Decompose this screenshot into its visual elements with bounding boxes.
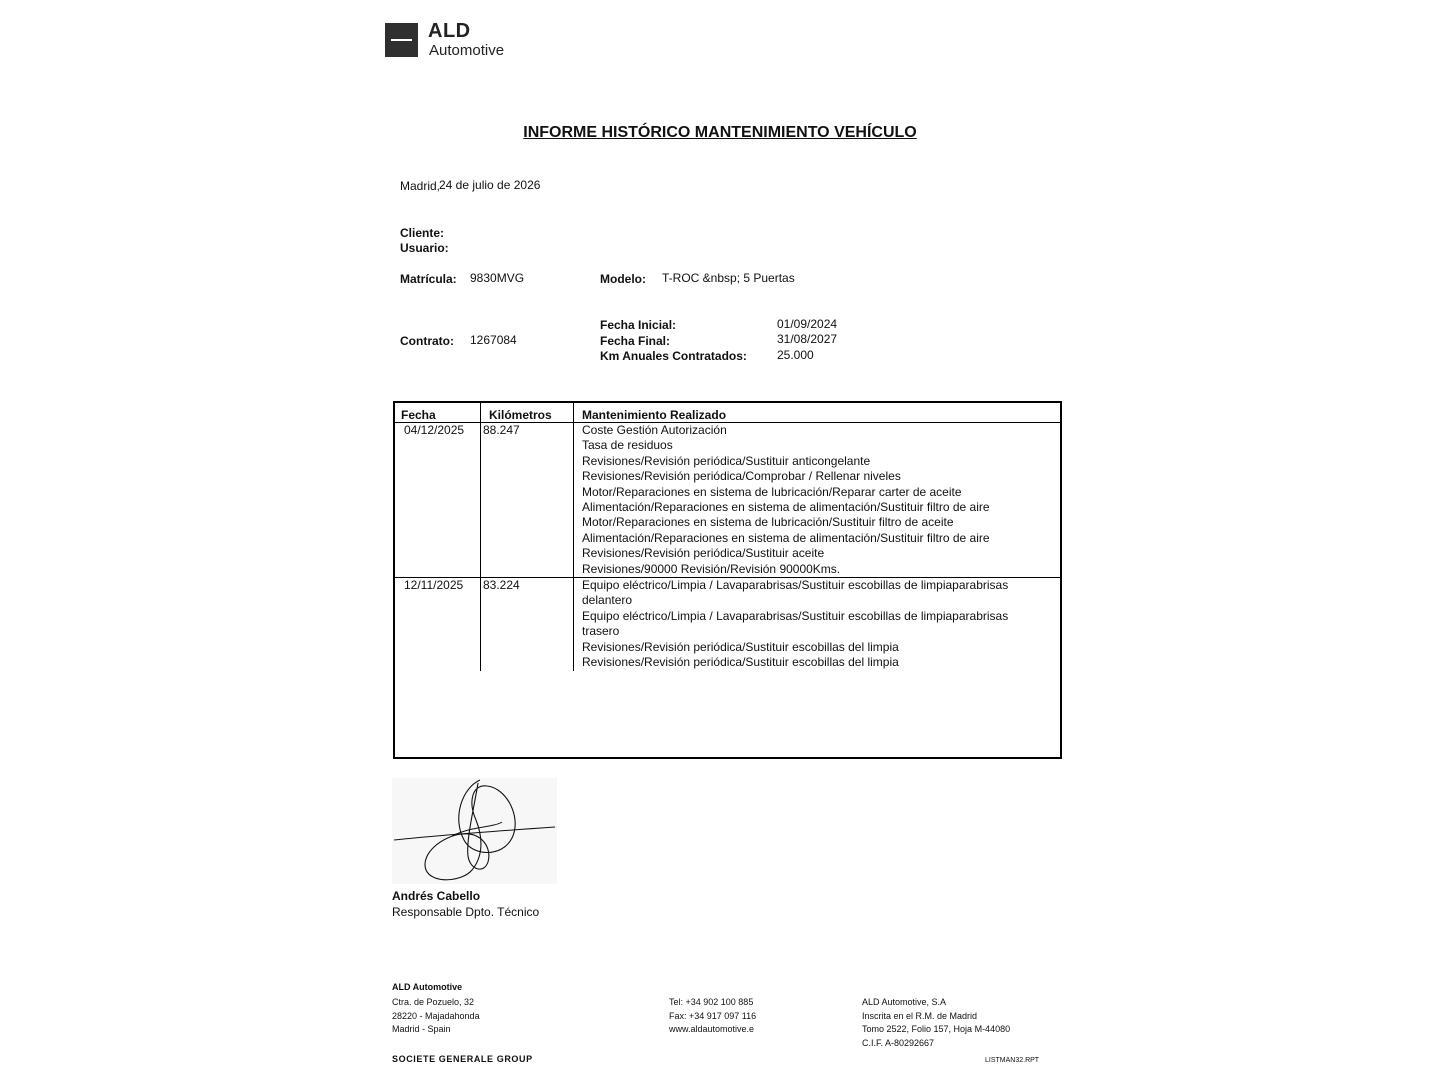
km-label: Km Anuales Contratados:: [600, 349, 747, 363]
logo-bar: [391, 39, 412, 41]
list-item: Coste Gestión Autorización: [582, 423, 727, 437]
list-item: Revisiones/Revisión periódica/Comprobar / Rellenar niveles: [582, 469, 901, 484]
fecha-final-value: 31/08/2027: [777, 332, 838, 346]
footer-ref: LISTMAN32.RPT: [985, 1057, 1040, 1064]
list-item: Motor/Reparaciones en sistema de lubricación/Sustituir filtro de aceite: [582, 515, 954, 530]
filler-cell: [394, 671, 481, 758]
fecha-inicial-value: 01/09/2024: [777, 317, 838, 331]
header-kilometros: Kilómetros: [481, 402, 574, 423]
list-item: Revisiones/Revisión periódica/Sustituir escobillas del limpia: [582, 655, 899, 670]
legal-line: ALD Automotive, S.A: [862, 997, 947, 1007]
footer-contact: [669, 996, 756, 1037]
address-line: Ctra. de Pozuelo, 32: [392, 997, 475, 1007]
list-item: Revisiones/Revisión periódica/Sustituir anticongelante: [582, 453, 871, 468]
list-item: Alimentación/Reparaciones en sistema de alimentación/Sustituir filtro de aire: [582, 500, 990, 515]
contact-line: Fax: +34 917 097 116: [669, 1010, 757, 1021]
modelo-value: T-ROC &nbsp; 5 Puertas: [662, 271, 795, 285]
km-value: 25.000: [777, 348, 814, 362]
header-mantenimiento: Mantenimiento Realizado: [574, 402, 1062, 423]
contact-line: Tel: +34 902 100 885: [669, 997, 754, 1007]
cliente-label: Cliente:: [400, 226, 445, 240]
row-fecha: 12/11/2025: [394, 578, 481, 671]
table-filler-row: [394, 671, 1061, 758]
brand-subtitle: Automotive: [429, 42, 505, 59]
matricula-value: 9830MVG: [470, 271, 525, 285]
header-fecha: Fecha: [394, 402, 481, 423]
row-km: 88.247: [481, 423, 574, 578]
footer-company: ALD Automotive: [392, 982, 463, 992]
brand-name: ALD: [428, 20, 471, 42]
filler-cell: [574, 671, 1062, 758]
row-items: [574, 423, 1062, 578]
brand-logo-mark: [385, 23, 418, 57]
table-row: [394, 578, 1061, 671]
list-item: Alimentación/Reparaciones en sistema de alimentación/Sustituir filtro de aire: [582, 530, 990, 545]
fecha-inicial-label: Fecha Inicial:: [600, 318, 677, 332]
list-item: Motor/Reparaciones en sistema de lubricación/Reparar carter de aceite: [582, 484, 962, 499]
list-item: delantero: [582, 593, 633, 608]
contrato-label: Contrato:: [400, 334, 454, 348]
report-title: INFORME HISTÓRICO MANTENIMIENTO VEHÍCULO: [523, 124, 917, 141]
legal-line: Tomo 2522, Folio 157, Hoja M-44080: [862, 1024, 1011, 1034]
filler-cell: [481, 671, 574, 758]
footer-address: [392, 996, 480, 1037]
footer-legal: [862, 996, 1010, 1050]
legal-line: C.I.F. A-80292667: [862, 1037, 935, 1048]
list-item: Equipo eléctrico/Limpia / Lavaparabrisas/Sustituir escobillas de limpiaparabrisas: [582, 578, 1009, 593]
signer-name: Andrés Cabello: [392, 889, 481, 903]
date-place: Madrid,: [400, 179, 441, 193]
row-fecha: 04/12/2025: [394, 423, 481, 578]
contrato-value: 1267084: [470, 333, 517, 347]
list-item: Equipo eléctrico/Limpia / Lavaparabrisas/Sustituir escobillas de limpiaparabrisas: [582, 608, 1009, 623]
table-header-row: [394, 402, 1061, 423]
report-date: 24 de julio de 2026: [439, 178, 541, 192]
footer-group: SOCIETE GENERALE GROUP: [392, 1054, 533, 1064]
row-items: [574, 578, 1062, 671]
row-km: 83.224: [481, 578, 574, 671]
contact-line: www.aldautomotive.e: [669, 1024, 755, 1034]
signature-image: [392, 778, 557, 884]
fecha-final-label: Fecha Final:: [600, 334, 671, 348]
signer-role: Responsable Dpto. Técnico: [392, 905, 540, 919]
usuario-label: Usuario:: [400, 241, 449, 255]
list-item: Revisiones/Revisión periódica/Sustituir escobillas del limpia: [582, 639, 899, 654]
table-row: [394, 423, 1061, 578]
list-item: Tasa de residuos: [582, 438, 673, 453]
address-line: Madrid - Spain: [392, 1024, 451, 1034]
list-item: Revisiones/Revisión periódica/Sustituir aceite: [582, 546, 825, 561]
maintenance-table: [393, 401, 1062, 759]
modelo-label: Modelo:: [600, 272, 646, 286]
list-item: trasero: [582, 624, 620, 639]
address-line: 28220 - Majadahonda: [392, 1010, 480, 1021]
legal-line: Inscrita en el R.M. de Madrid: [862, 1010, 978, 1021]
list-item: Revisiones/90000 Revisión/Revisión 90000Kms.: [582, 561, 841, 576]
matricula-label: Matrícula:: [400, 272, 457, 286]
